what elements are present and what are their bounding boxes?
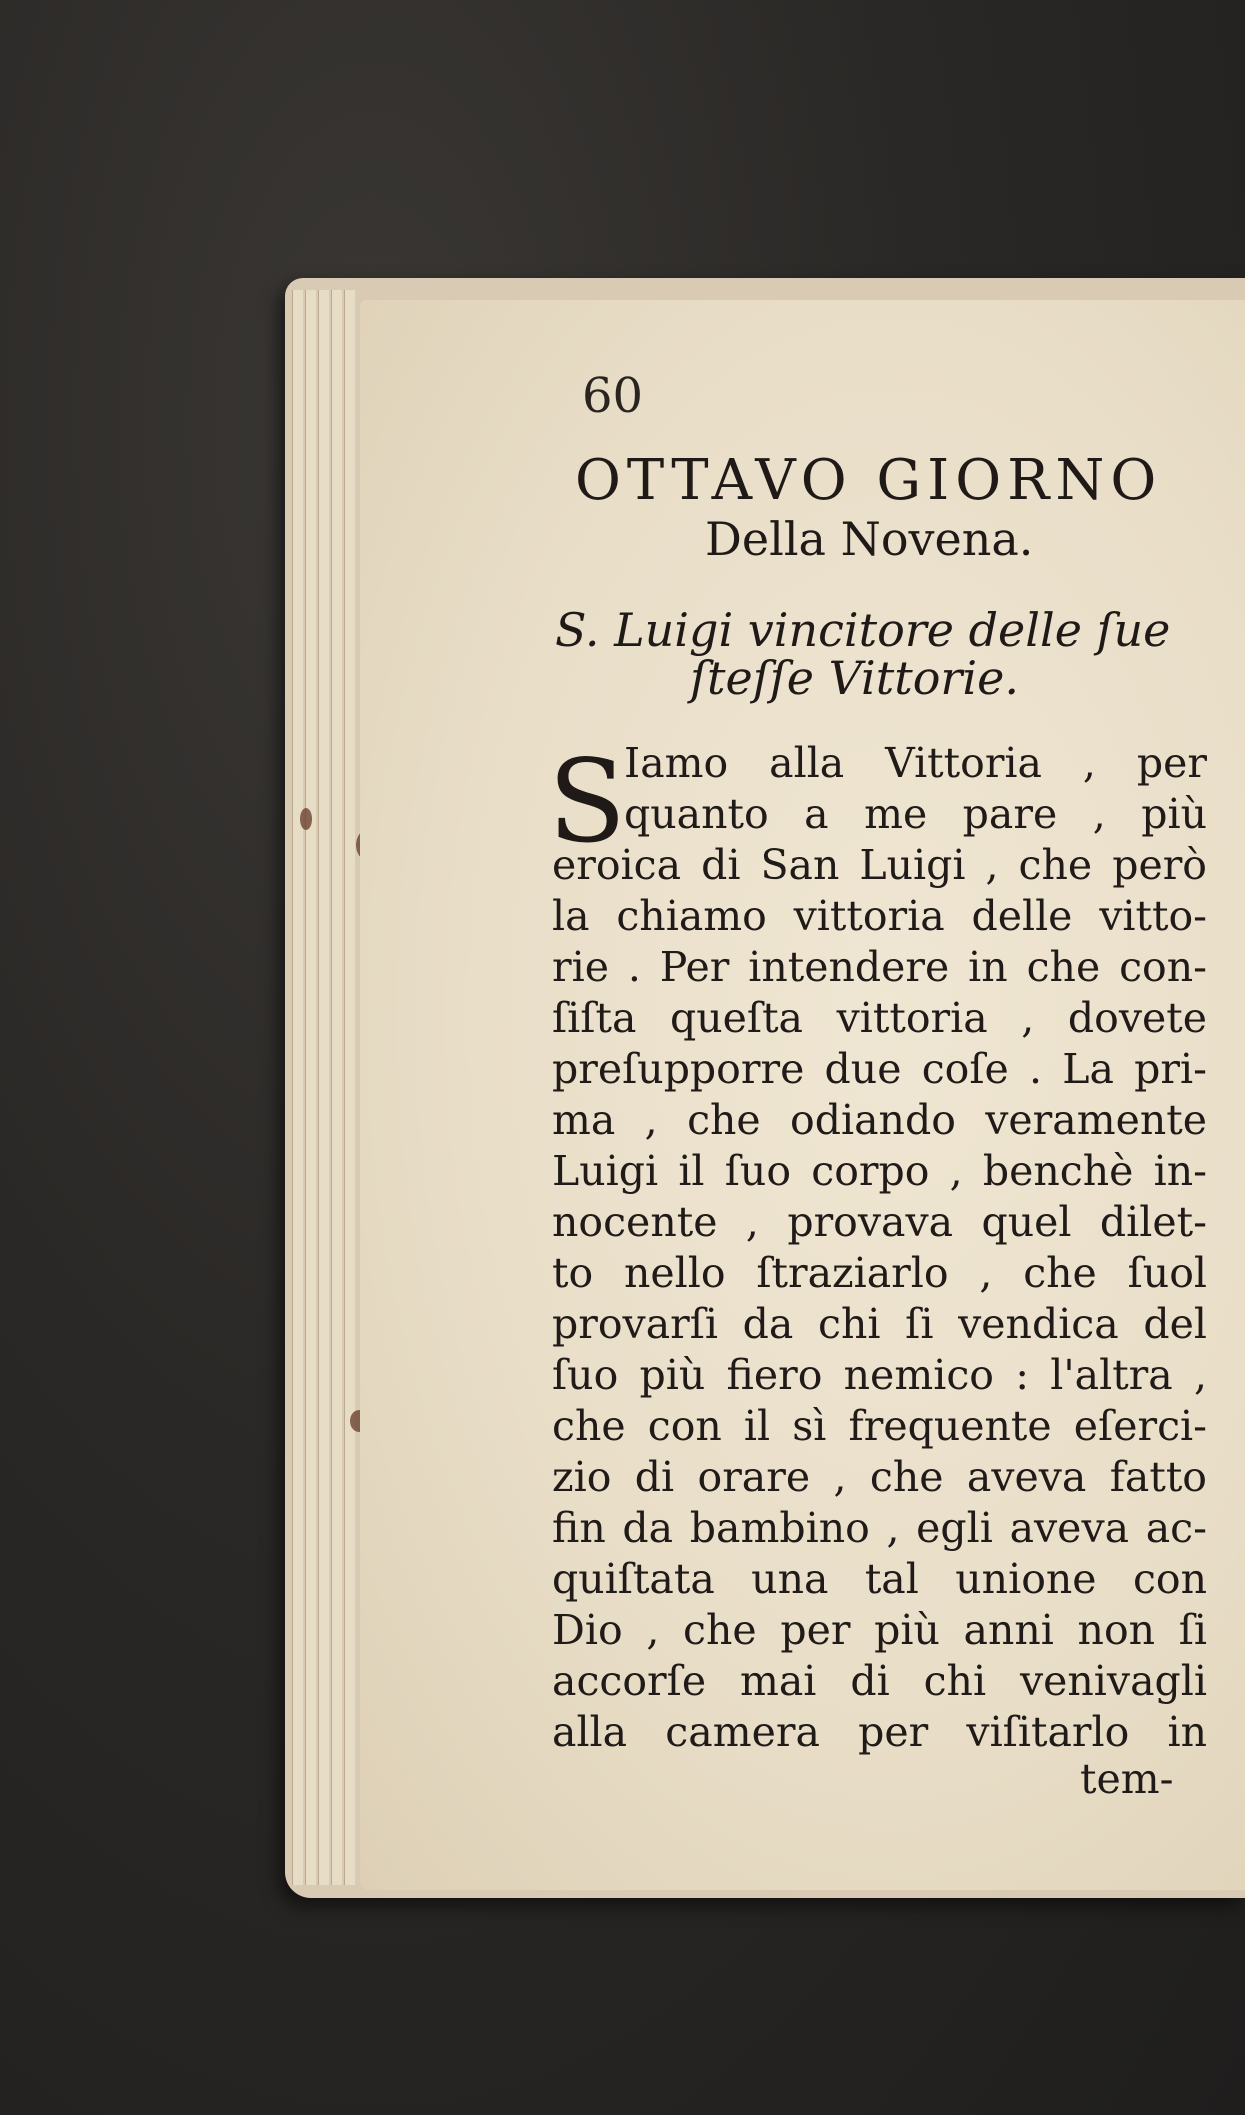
text-line: quiſtata una tal unione con: [552, 1555, 1207, 1603]
text-line: la chiamo vittoria delle vitto-: [552, 892, 1207, 940]
text-line: eroica di San Luigi , che però: [552, 841, 1207, 889]
page-edge: [305, 290, 316, 1885]
text-line: alla camera per viſitarlo in: [552, 1708, 1207, 1756]
text-line: ſuo più fiero nemico : l'altra ,: [552, 1351, 1207, 1399]
section-title-line: S. Luigi vincitore delle ſue: [555, 603, 1171, 657]
text-line: fin da bambino , egli aveva ac-: [552, 1504, 1207, 1552]
chapter-subheading: Della Novena.: [705, 512, 1034, 566]
page-edge: [344, 290, 355, 1885]
drop-cap: S: [548, 735, 627, 868]
text-line: ſiſta queſta vittoria , dovete: [552, 994, 1207, 1042]
text-line: Luigi il ſuo corpo , benchè in-: [552, 1147, 1207, 1195]
text-line: provarſi da chi ſi vendica del: [552, 1300, 1207, 1348]
chapter-heading: OTTAVO GIORNO: [575, 448, 1163, 513]
ink-stain: [300, 808, 312, 830]
page-edge: [331, 290, 342, 1885]
page-edge: [318, 290, 329, 1885]
page-edge: [292, 290, 303, 1885]
text-line: quanto a me pare , più: [624, 790, 1207, 838]
text-line: Iamo alla Vittoria , per: [624, 739, 1207, 787]
text-line: preſupporre due coſe . La pri-: [552, 1045, 1207, 1093]
text-line: to nello ſtraziarlo , che ſuol: [552, 1249, 1207, 1297]
body-text: [552, 738, 1207, 1758]
text-line: che con il sì frequente eſerci-: [552, 1402, 1207, 1450]
text-line: nocente , provava quel dilet-: [552, 1198, 1207, 1246]
text-line: accorſe mai di chi venivagli: [552, 1657, 1207, 1705]
text-line: Dio , che per più anni non ſi: [552, 1606, 1207, 1654]
catchword: tem-: [1080, 1755, 1174, 1803]
section-title-line: ſteſſe Vittorie.: [690, 651, 1019, 705]
text-line: zio di orare , che aveva fatto: [552, 1453, 1207, 1501]
text-line: ma , che odiando veramente: [552, 1096, 1207, 1144]
text-line: rie . Per intendere in che con-: [552, 943, 1207, 991]
page-number: 60: [582, 368, 644, 424]
